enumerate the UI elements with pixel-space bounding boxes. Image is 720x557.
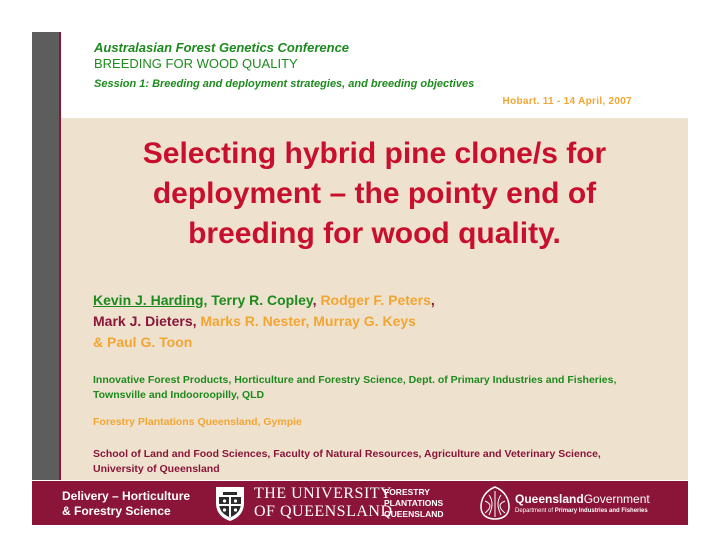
conference-name: Australasian Forest Genetics Conference — [94, 40, 350, 55]
author-line-2 — [93, 311, 663, 332]
author-copley: Terry R. Copley — [211, 292, 313, 308]
slide-header — [94, 40, 654, 92]
author-harding: Kevin J. Harding — [93, 292, 204, 308]
title-line-1: Selecting hybrid pine clone/s for — [142, 137, 607, 170]
conference-theme: BREEDING FOR WOOD QUALITY — [94, 56, 298, 71]
author-list — [93, 290, 663, 353]
queensland-government-name — [515, 492, 650, 506]
author-nester-keys: Marks R. Nester, Murray G. Keys — [200, 313, 416, 329]
qld-dept-prefix: Department of — [515, 508, 555, 514]
qld-rest: Government — [583, 492, 650, 506]
fpq-line-1: FORESTRY — [384, 487, 430, 497]
author-line-1 — [93, 290, 663, 311]
delivery-line-2: & Forestry Science — [62, 504, 171, 518]
slide-title — [61, 134, 688, 254]
left-grey-bar — [32, 32, 59, 480]
author-dieters: Mark J. Dieters — [93, 313, 193, 329]
uq-line-1: THE UNIVERSITY — [254, 485, 393, 502]
author-separator: , — [312, 292, 321, 308]
main-panel — [61, 118, 688, 480]
university-crest-icon — [210, 483, 250, 523]
author-peters: Rodger F. Peters — [320, 292, 431, 308]
qld-dept-bold: Primary Industries and Fisheries — [554, 508, 648, 514]
uq-line-2: OF QUEENSLAND — [254, 503, 393, 520]
qld-bold: Queensland — [515, 492, 584, 506]
location-date: Hobart. 11 - 14 April, 2007 — [502, 96, 632, 107]
footer-bar — [32, 481, 688, 525]
delivery-line-1: Delivery – Horticulture — [62, 489, 191, 503]
affiliation-uq: School of Land and Food Sciences, Faculty of Natural Resources, Agriculture and Veterinary Science, University of Queensland — [93, 448, 601, 475]
queensland-government-emblem-icon — [478, 485, 512, 521]
author-separator: , — [430, 292, 435, 308]
title-line-3: breeding for wood quality. — [188, 217, 561, 250]
fpq-line-2: PLANTATIONS — [384, 498, 444, 508]
title-line-2: deployment – the pointy end of — [152, 177, 597, 210]
fpq-logo-text — [384, 487, 444, 520]
author-separator: , — [192, 313, 201, 329]
fpq-line-3: QUEENSLAND — [384, 509, 444, 519]
author-separator: , — [203, 292, 212, 308]
delivery-label — [62, 489, 190, 519]
author-toon: & Paul G. Toon — [93, 334, 193, 350]
affiliation-dpif: Innovative Forest Products, Horticulture and Forestry Science, Dept. of Primary Industries and Fisheries, Townsville and Indooroopilly, QLD — [93, 374, 617, 401]
university-name — [254, 485, 393, 521]
qld-department — [515, 507, 648, 515]
affiliation-fpq: Forestry Plantations Queensland, Gympie — [93, 416, 302, 428]
session-title: Session 1: Breeding and deployment strategies, and breeding objectives — [94, 78, 475, 90]
author-line-3 — [93, 332, 663, 353]
